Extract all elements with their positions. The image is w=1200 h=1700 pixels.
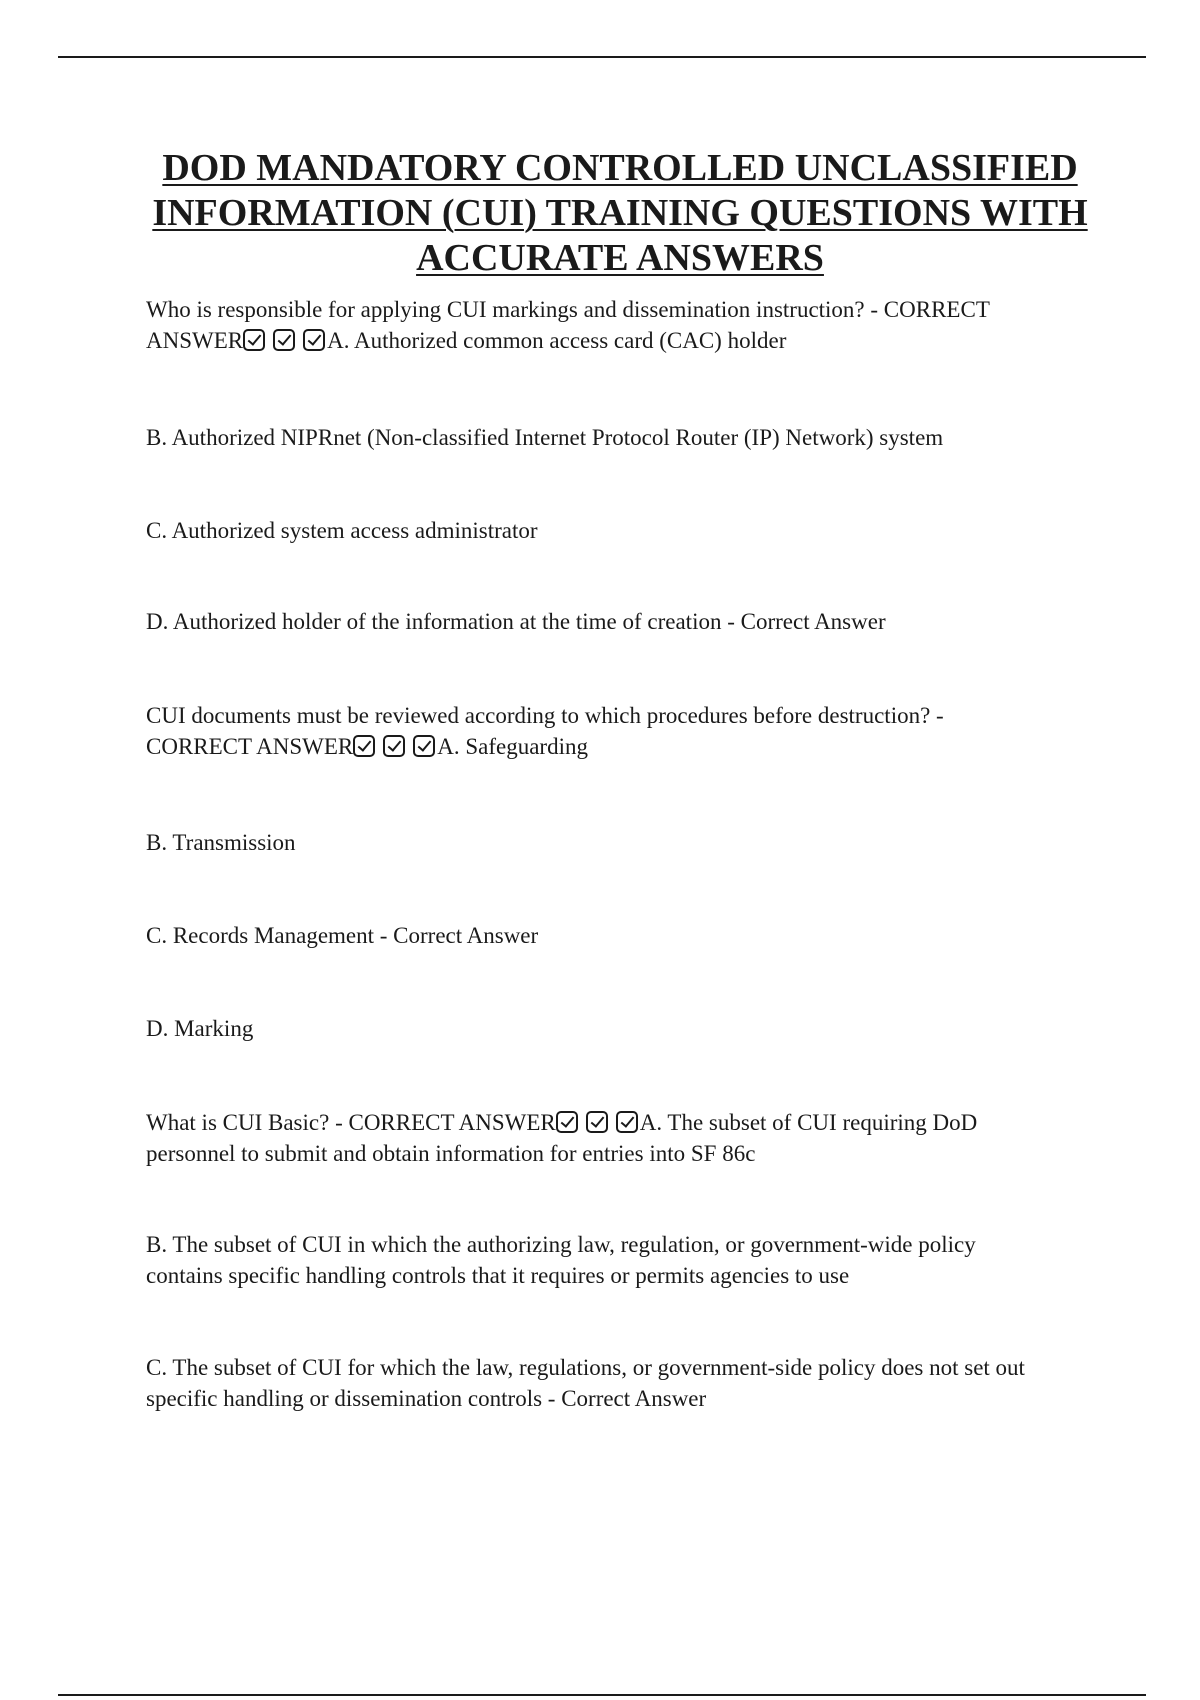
checkbox-checked-icon (556, 1111, 578, 1133)
answer-option: A. Authorized common access card (CAC) holder (327, 328, 787, 353)
checkbox-checked-icon (243, 329, 265, 351)
checkbox-checked-icon (586, 1111, 608, 1133)
question-text: What is CUI Basic? - CORRECT ANSWER (146, 1110, 556, 1135)
bottom-rule (58, 1694, 1146, 1696)
answer-option: C. Records Management - Correct Answer (146, 923, 539, 948)
answer-option: A. The subset of CUI requiring DoD personnel to submit and obtain information for entries into SF 86c (146, 1110, 978, 1166)
checkbox-checked-icon (383, 735, 405, 757)
checkbox-checked-icon (353, 735, 375, 757)
checkbox-checked-icon (303, 329, 325, 351)
answer-option: B. The subset of CUI in which the authorizing law, regulation, or government-wide policy contains specific handling controls that it requires or permits agencies to use (146, 1232, 976, 1288)
answer-option: A. Safeguarding (437, 734, 588, 759)
title-line: INFORMATION (CUI) TRAINING QUESTIONS WITH (152, 192, 1088, 234)
question-3 (146, 1107, 1056, 1169)
checkmark-icons (353, 734, 437, 759)
document-title (100, 146, 1140, 281)
checkbox-checked-icon (413, 735, 435, 757)
question-text: CUI documents must be reviewed according to which procedures before destruction? - CORRECT ANSWER (146, 703, 944, 759)
question-2 (146, 700, 1046, 762)
answer-option: D. Authorized holder of the information at the time of creation - Correct Answer (146, 609, 886, 634)
answer-option: B. Transmission (146, 830, 296, 855)
title-line: ACCURATE ANSWERS (416, 237, 824, 279)
answer-option: C. Authorized system access administrator (146, 518, 538, 543)
answer-option: C. The subset of CUI for which the law, regulations, or government-side policy does not set out specific handling or dissemination controls - Correct Answer (146, 1355, 1025, 1411)
checkmark-icons (243, 328, 327, 353)
title-line: DOD MANDATORY CONTROLLED UNCLASSIFIED (162, 147, 1078, 189)
checkmark-icons (556, 1110, 640, 1135)
answer-option: D. Marking (146, 1016, 254, 1041)
question-1 (146, 294, 1046, 356)
top-rule (58, 56, 1146, 58)
answer-option: B. Authorized NIPRnet (Non-classified Internet Protocol Router (IP) Network) system (146, 425, 944, 450)
question-text: Who is responsible for applying CUI markings and dissemination instruction? - CORRECT ANSWER (146, 297, 990, 353)
checkbox-checked-icon (273, 329, 295, 351)
checkbox-checked-icon (616, 1111, 638, 1133)
